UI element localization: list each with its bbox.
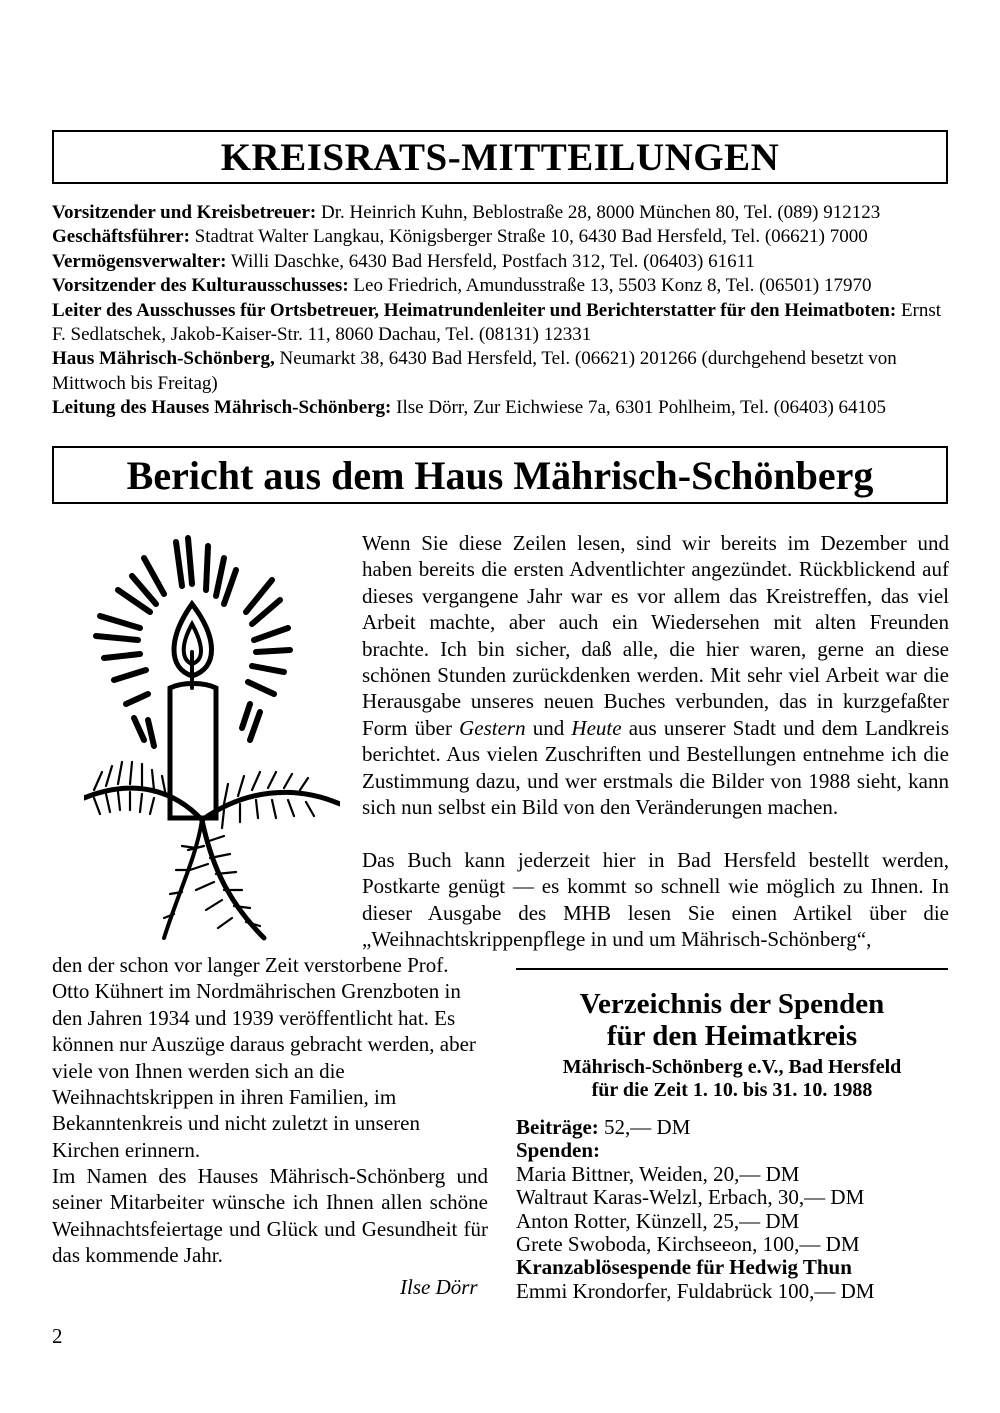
divider [516, 968, 948, 970]
candle-illustration [84, 528, 340, 948]
list-item: Emmi Krondorfer, Fuldabrück 100,— DM [516, 1278, 875, 1303]
info-line: Leitung des Hauses Mährisch-Schönberg: Ilse Dörr, Zur Eichwiese 7a, 6301 Pohlheim, Tel. (06403) 64105 [52, 397, 887, 419]
donations-title: Verzeichnis der Spenden für den Heimatkreis [579, 988, 885, 1052]
article-paragraph: Wenn Sie diese Zeilen lesen, sind wir bereits im Dezember und haben bereits die ersten Adventlichter angezündet. Rückblickend auf dieses vergangene Jahr war es vor allem das Kreistreffen, das viel Arbeit machte, aber auch ein Wiedersehen mit alten Freunden brachte. Ich bin sicher, daß alle, die hier waren, gerne an diese schönen Stunden zurückdenken werden. Mit sehr viel Arbeit war die Herausgabe unseres neuen Buches verbunden, das in kurzgefaßter Form über Gestern und Heute aus unserer Stadt und dem Landkreis berichtet. Aus vielen Zuschriften und Bestellungen entnehme ich die Zustimmung dazu, und wer erstmals die Bilder von 1988 sieht, kann sich nun selbst ein Bild von den Veränderungen machen. [362, 531, 950, 820]
article-title: Bericht aus dem Haus Mährisch-Schönberg [126, 452, 874, 498]
info-line: Vorsitzender und Kreisbetreuer: Dr. Heinrich Kuhn, Beblostraße 28, 8000 München 80, Tel. (089) 912123 [52, 202, 881, 223]
section-title: KREISRATS-MITTEILUNGEN [220, 135, 780, 179]
header-box [52, 130, 948, 184]
info-line: Vermögensverwalter: Willi Daschke, 6430 Bad Hersfeld, Postfach 312, Tel. (06403) 61611 [52, 250, 755, 272]
info-line: Vorsitzender des Kulturausschusses: Leo Friedrich, Amundusstraße 13, 5503 Konz 8, Tel. (06501) 17970 [52, 275, 872, 297]
list-item: Maria Bittner, Weiden, 20,— DM [516, 1161, 800, 1186]
list-item: Waltraut Karas-Welzl, Erbach, 30,— DM [516, 1185, 865, 1210]
list-item: Grete Swoboda, Kirchseeon, 100,— DM [516, 1232, 860, 1257]
emphasis-heute: Heute [571, 715, 622, 740]
info-line: Leiter des Ausschusses für Ortsbetreuer, Heimatrundenleiter und Berichterstatter für den Heimatboten: Ernst F. Sedlatschek, Jakob-Kaiser-Str. 11, 8060 Dachau, Tel. (08131) 12331 [52, 299, 942, 346]
article-paragraph: den der schon vor langer Zeit verstorbene Prof. Otto Kühnert im Nordmährischen Grenzboten in den Jahren 1934 und 1939 veröffentlicht hat. Es können nur Auszüge daraus gebracht werden, aber viele von Ihnen werden sich an die Weihnachtskrippen in ihren Familien, im Bekanntenkreis und nicht zuletzt in unseren Kirchen erinnern. [52, 953, 476, 1162]
info-line: Haus Mährisch-Schönberg, Neumarkt 38, 6430 Bad Hersfeld, Tel. (06621) 201266 (durchgehend besetzt von Mittwoch bis Freitag) [52, 348, 897, 394]
list-item: Beiträge: 52,— DM [516, 1115, 691, 1139]
list-heading: Kranzablösespende für Hedwig Thun [516, 1255, 852, 1280]
article-title-box [52, 446, 948, 504]
article-paragraph: Im Namen des Hauses Mährisch-Schönberg und seiner Mitarbeiter wünsche ich Ihnen allen schöne Weihnachtsfeiertage und Glück und Gesundheit für das kommende Jahr. [52, 1164, 488, 1268]
article-paragraph: Das Buch kann jederzeit hier in Bad Hersfeld bestellt werden, Postkarte genügt — es kommt so schnell wie möglich zu Ihnen. In dieser Ausgabe des MHB lesen Sie einen Artikel über die „Weihnachtskrippenpflege in und um Mährisch-Schönberg“, [362, 848, 949, 952]
page-number: 2 [52, 1324, 63, 1348]
list-heading: Spenden: [516, 1138, 601, 1163]
donations-list [516, 1116, 948, 1303]
signature: Ilse Dörr [400, 1275, 478, 1299]
emphasis-gestern: Gestern [459, 715, 526, 740]
list-item: Anton Rotter, Künzell, 25,— DM [516, 1208, 800, 1233]
donations-subtitle: Mährisch-Schönberg e.V., Bad Hersfeld für die Zeit 1. 10. bis 31. 10. 1988 [562, 1056, 902, 1101]
info-block [52, 201, 952, 421]
info-line: Geschäftsführer: Stadtrat Walter Langkau, Königsberger Straße 10, 6430 Bad Hersfeld, Tel. (06621) 7000 [52, 226, 868, 248]
